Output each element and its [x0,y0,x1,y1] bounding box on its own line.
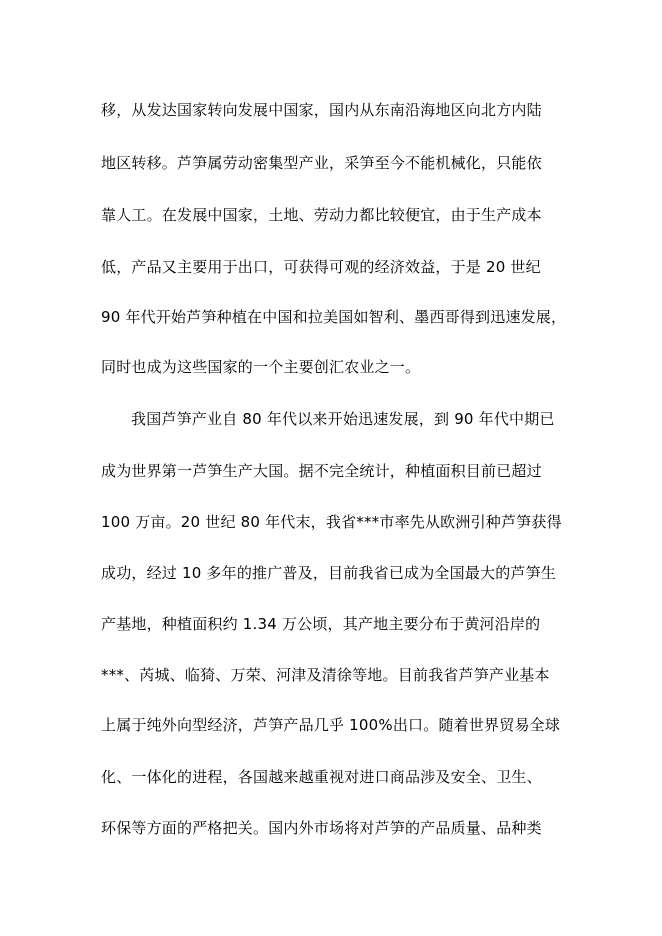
text-line: 化、一体化的进程，各国越来越重视对进口商品涉及安全、卫生、 [101,768,542,786]
text-line: 90 年代开始芦笋种植在中国和拉美国如智利、墨西哥得到迅速发展， [101,308,567,326]
text-line: ***、芮城、临猗、万荣、河津及清徐等地。目前我省芦笋产业基本 [101,666,550,684]
text-line: 上属于纯外向型经济，芦笋产品几乎 100%出口。随着世界贸易全球 [101,716,561,734]
text-line: 移，从发达国家转向发展中国家，国内从东南沿海地区向北方内陆 [101,101,542,119]
text-line: 同时也成为这些国家的一个主要创汇农业之一。 [101,358,421,376]
text-line: 产基地，种植面积约 1.34 万公顷，其产地主要分布于黄河沿岸的 [101,615,541,633]
text-line: 环保等方面的严格把关。国内外市场将对芦笋的产品质量、品种类 [101,819,542,837]
text-line: 低，产品又主要用于出口，可获得可观的经济效益，于是 20 世纪 [101,258,541,276]
text-line: 成功，经过 10 多年的推广普及，目前我省已成为全国最大的芦笋生 [101,564,557,582]
text-line: 成为世界第一芦笋生产大国。据不完全统计，种植面积目前已超过 [101,462,542,480]
text-line: 100 万亩。20 世纪 80 年代末，我省***市率先从欧洲引种芦笋获得 [101,513,562,531]
text-line: 靠人工。在发展中国家，土地、劳动力都比较便宜，由于生产成本 [101,206,542,224]
paragraph-first-line: 我国芦笋产业自 80 年代以来开始迅速发展，到 90 年代中期已 [131,410,555,428]
text-line: 地区转移。芦笋属劳动密集型产业，采笋至今不能机械化，只能依 [101,154,542,172]
